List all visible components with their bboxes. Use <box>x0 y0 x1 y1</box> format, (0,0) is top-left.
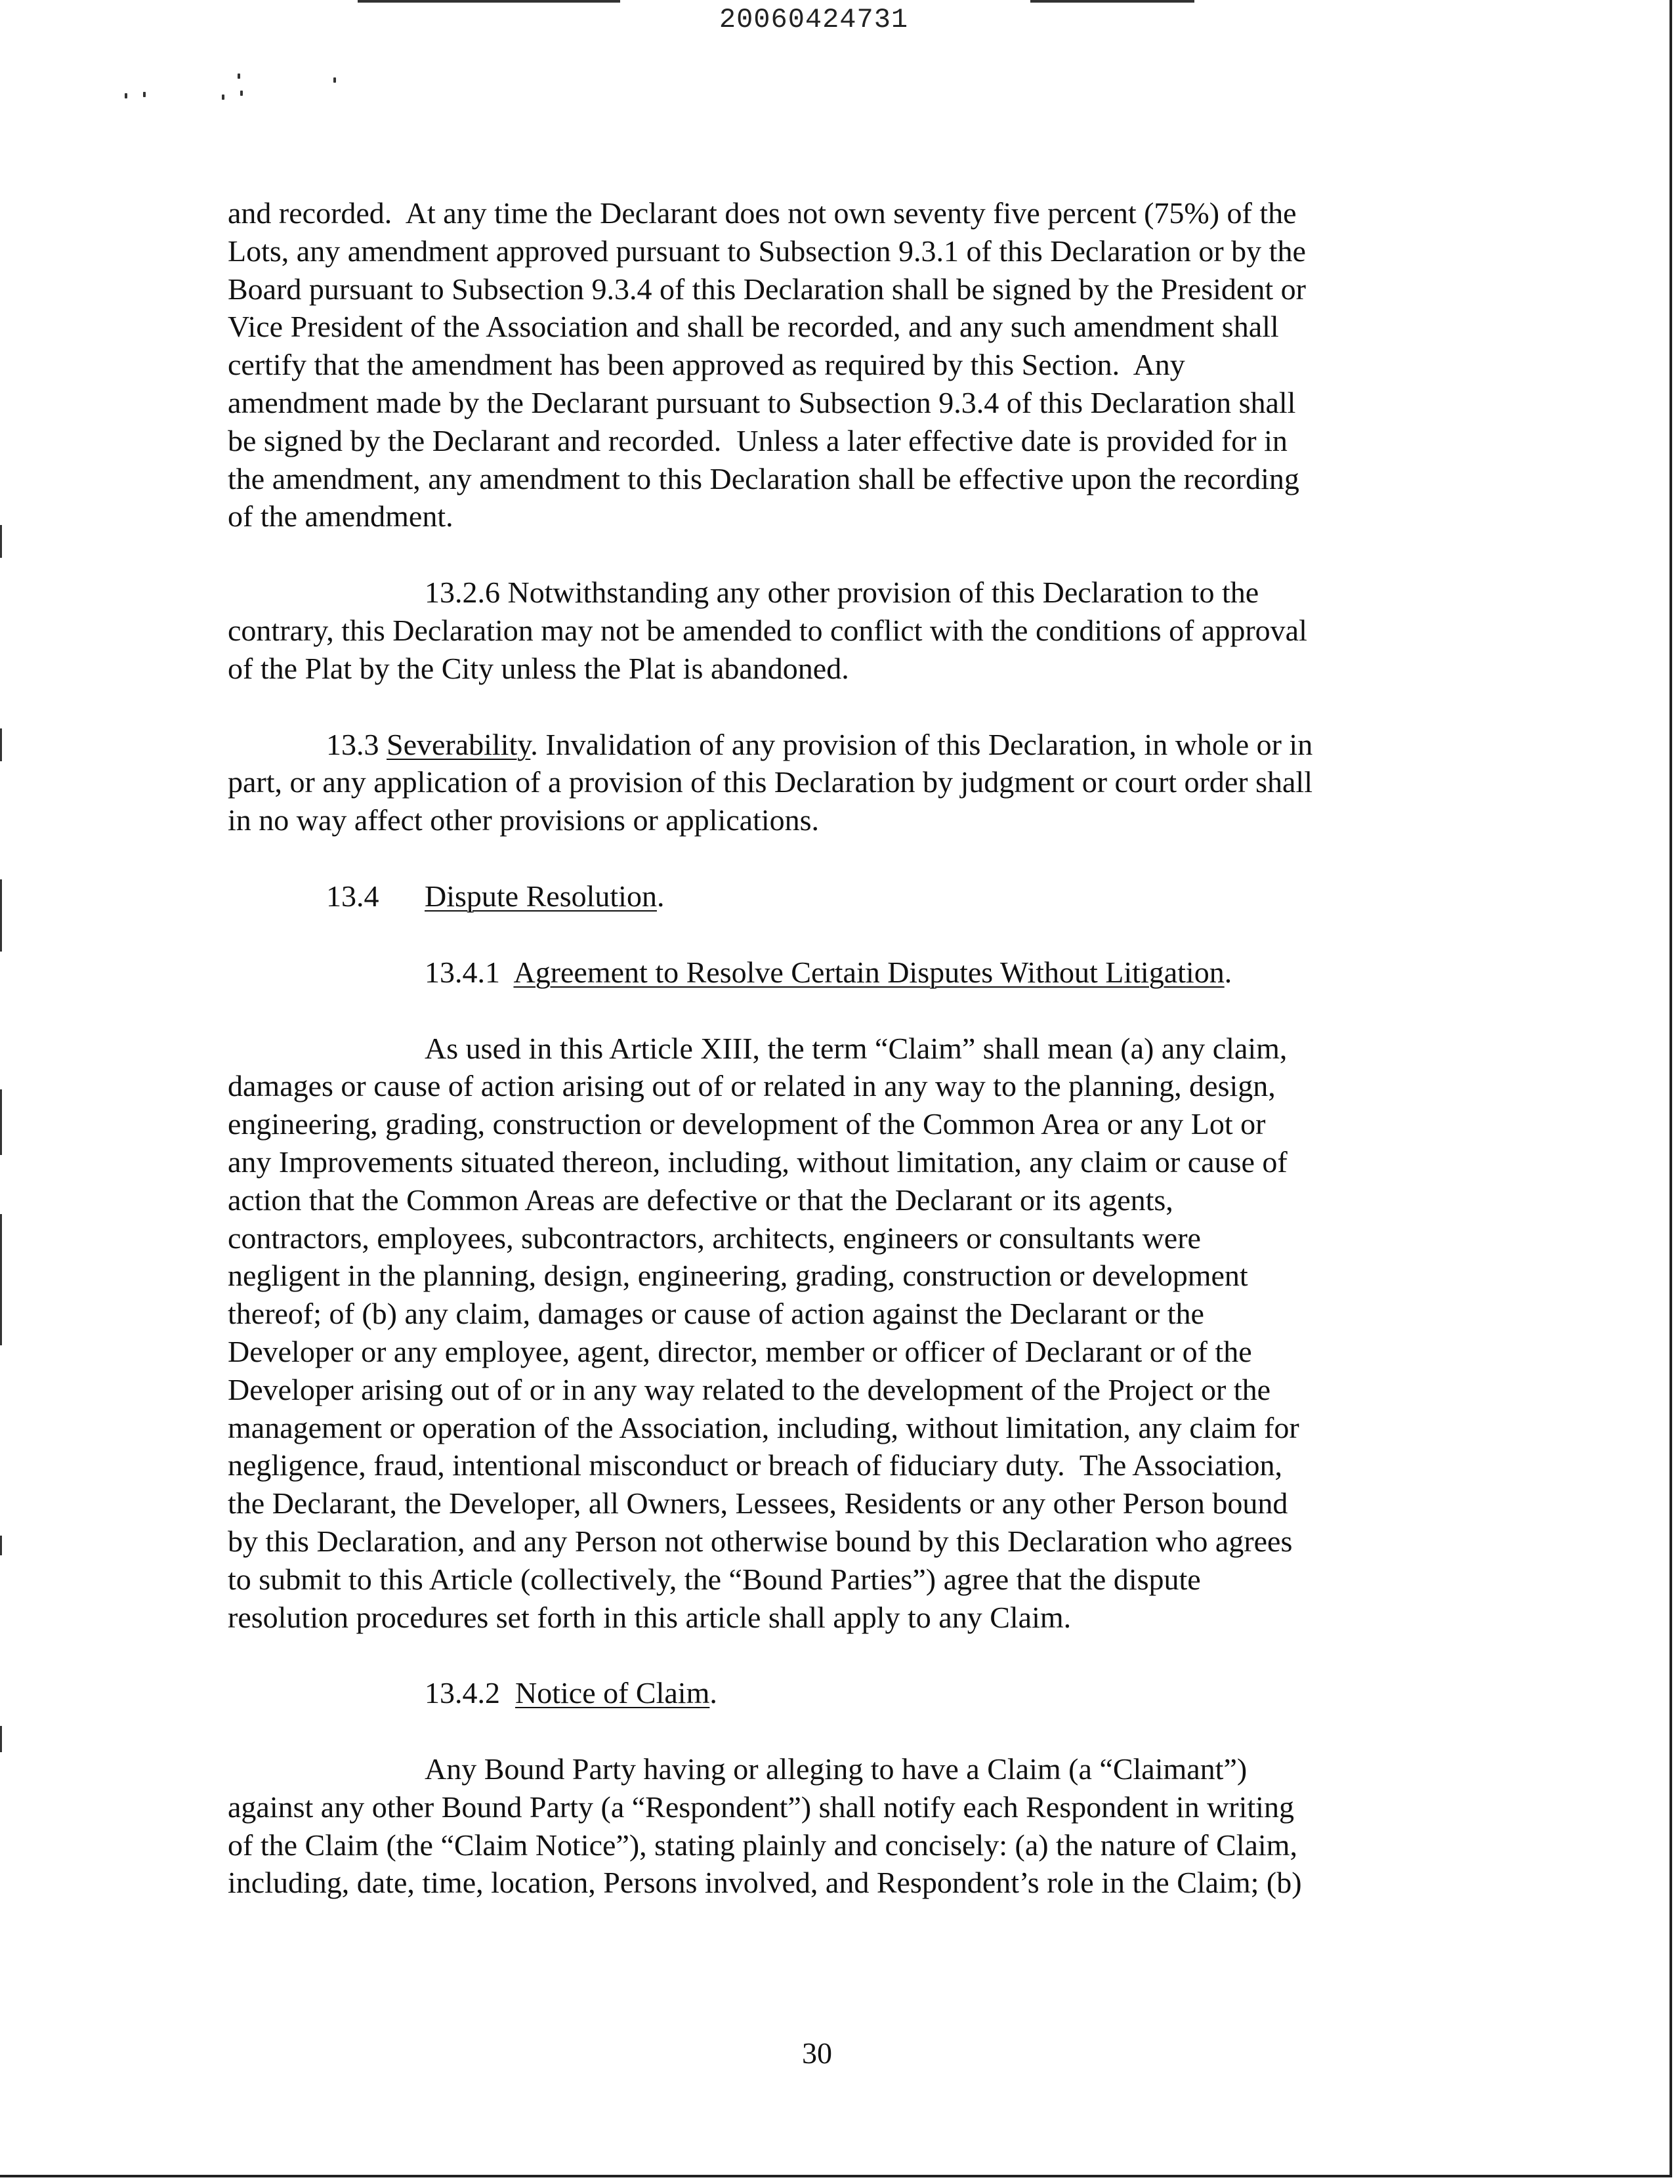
scan-edge-mark <box>0 879 2 952</box>
text-line: As used in this Article XIII, the term “Claim” shall mean (a) any claim, <box>425 1031 1288 1065</box>
scan-speck <box>240 91 243 96</box>
text-line: Vice President of the Association and shall be recorded, and any such amendment shall <box>228 310 1279 344</box>
text-line: Any Bound Party having or alleging to have a Claim (a “Claimant”) <box>425 1752 1248 1786</box>
text-line: against any other Bound Party (a “Respondent”) shall notify each Respondent in writing <box>228 1790 1294 1824</box>
document-body <box>228 194 1412 1902</box>
text-line: the amendment, any amendment to this Declaration shall be effective upon the recording <box>228 461 1299 495</box>
text-run: . Invalidation of any provision of this Declaration, in whole or in <box>530 727 1313 761</box>
text-line: contractors, employees, subcontractors, architects, engineers or consultants were <box>228 1221 1201 1255</box>
text-line: thereof; of (b) any claim, damages or cause of action against the Declarant or the <box>228 1297 1204 1331</box>
scan-edge-mark <box>0 525 2 558</box>
scan-speck <box>333 77 336 83</box>
section-number: 13.4.2 <box>425 1676 515 1710</box>
paragraph-gap <box>228 1636 1412 1674</box>
text-run: . <box>656 879 665 913</box>
section-13-3-severability <box>228 726 1412 839</box>
paragraph-gap <box>228 839 1412 877</box>
text-line: by this Declaration, and any Person not otherwise bound by this Declaration who agrees <box>228 1524 1293 1558</box>
section-title-agreement-to-resolve: Agreement to Resolve Certain Disputes Without Litigation <box>513 955 1225 989</box>
section-13-4-2-heading <box>228 1674 1412 1712</box>
scan-edge-mark <box>0 1214 2 1345</box>
paragraph-gap <box>228 992 1412 1030</box>
section-13-4-heading <box>228 877 1412 915</box>
scan-speck <box>125 93 127 98</box>
scan-edge-mark <box>0 1536 2 1555</box>
section-title-notice-of-claim: Notice of Claim <box>515 1676 710 1710</box>
text-line: of the Plat by the City unless the Plat is abandoned. <box>228 651 849 685</box>
text-line: to submit to this Article (collectively, the “Bound Parties”) agree that the dispute <box>228 1562 1201 1596</box>
text-line: certify that the amendment has been approved as required by this Section. Any <box>228 348 1185 382</box>
section-number: 13.4.1 <box>425 955 514 989</box>
text-line: resolution procedures set forth in this article shall apply to any Claim. <box>228 1600 1072 1634</box>
text-line: Developer or any employee, agent, director, member or officer of Declarant or of the <box>228 1334 1252 1368</box>
text-line: Developer arising out of or in any way related to the development of the Project or the <box>228 1372 1271 1406</box>
paragraph-gap <box>228 536 1412 574</box>
paragraph-claim-definition <box>228 1030 1412 1637</box>
section-number: 13.3 <box>326 727 387 761</box>
text-line: part, or any application of a provision of this Declaration by judgment or court order shall <box>228 765 1312 799</box>
scan-edge-mark <box>0 728 2 761</box>
text-line: amendment made by the Declarant pursuant to Subsection 9.3.4 of this Declaration shall <box>228 385 1296 419</box>
text-line: contrary, this Declaration may not be amended to conflict with the conditions of approval <box>228 613 1307 647</box>
text-line: 13.2.6 Notwithstanding any other provision of this Declaration to the <box>425 576 1259 610</box>
text-line: in no way affect other provisions or applications. <box>228 803 820 837</box>
text-line: negligence, fraud, intentional misconduct or breach of fiduciary duty. The Association, <box>228 1448 1282 1482</box>
text-line: any Improvements situated thereon, including, without limitation, any claim or cause of <box>228 1144 1288 1179</box>
paragraph-claim-notice <box>228 1750 1412 1902</box>
paragraph-gap <box>228 915 1412 954</box>
text-line: be signed by the Declarant and recorded. Unless a later effective date is provided for in <box>228 423 1288 457</box>
section-title-dispute-resolution: Dispute Resolution <box>425 879 657 913</box>
document-number: 20060424731 <box>719 4 909 35</box>
top-scan-rule-left <box>358 0 620 3</box>
text-line <box>228 726 1412 764</box>
section-title-severability: Severability <box>387 727 531 761</box>
text-line: the Declarant, the Developer, all Owners, Lessees, Residents or any other Person bound <box>228 1486 1288 1521</box>
scan-speck <box>238 74 240 79</box>
text-run: . <box>709 1676 717 1710</box>
text-line: of the Claim (the “Claim Notice”), stating plainly and concisely: (a) the nature of Claim, <box>228 1828 1297 1862</box>
text-line: damages or cause of action arising out of or related in any way to the planning, design, <box>228 1069 1276 1103</box>
text-line: Lots, any amendment approved pursuant to Subsection 9.3.1 of this Declaration or by the <box>228 234 1306 268</box>
text-run: . <box>1224 955 1232 989</box>
text-line: action that the Common Areas are defective or that the Declarant or its agents, <box>228 1183 1173 1217</box>
section-number: 13.4 <box>326 879 379 913</box>
scan-speck <box>143 92 146 97</box>
text-line: engineering, grading, construction or development of the Common Area or any Lot or <box>228 1107 1266 1141</box>
page-border-right <box>1670 0 1672 2177</box>
top-scan-rule-right <box>1030 0 1194 3</box>
text-line: management or operation of the Association, including, without limitation, any claim for <box>228 1410 1299 1444</box>
text-line: of the amendment. <box>228 499 453 534</box>
page-border-bottom <box>0 2175 1672 2177</box>
page-number: 30 <box>802 2036 832 2070</box>
paragraph-gap <box>228 1712 1412 1750</box>
text-line: and recorded. At any time the Declarant does not own seventy five percent (75%) of the <box>228 196 1297 230</box>
scan-edge-mark <box>0 1726 2 1752</box>
paragraph-amendment-recording <box>228 194 1412 536</box>
text-line: negligent in the planning, design, engineering, grading, construction or development <box>228 1259 1248 1293</box>
section-13-4-1-heading <box>228 954 1412 992</box>
scan-speck <box>222 94 224 100</box>
text-line: including, date, time, location, Persons involved, and Respondent’s role in the Claim; (b) <box>228 1866 1302 1900</box>
text-line: Board pursuant to Subsection 9.3.4 of this Declaration shall be signed by the President or <box>228 272 1306 306</box>
paragraph-13-2-6 <box>228 574 1412 687</box>
paragraph-gap <box>228 688 1412 726</box>
scan-edge-mark <box>0 1089 2 1155</box>
